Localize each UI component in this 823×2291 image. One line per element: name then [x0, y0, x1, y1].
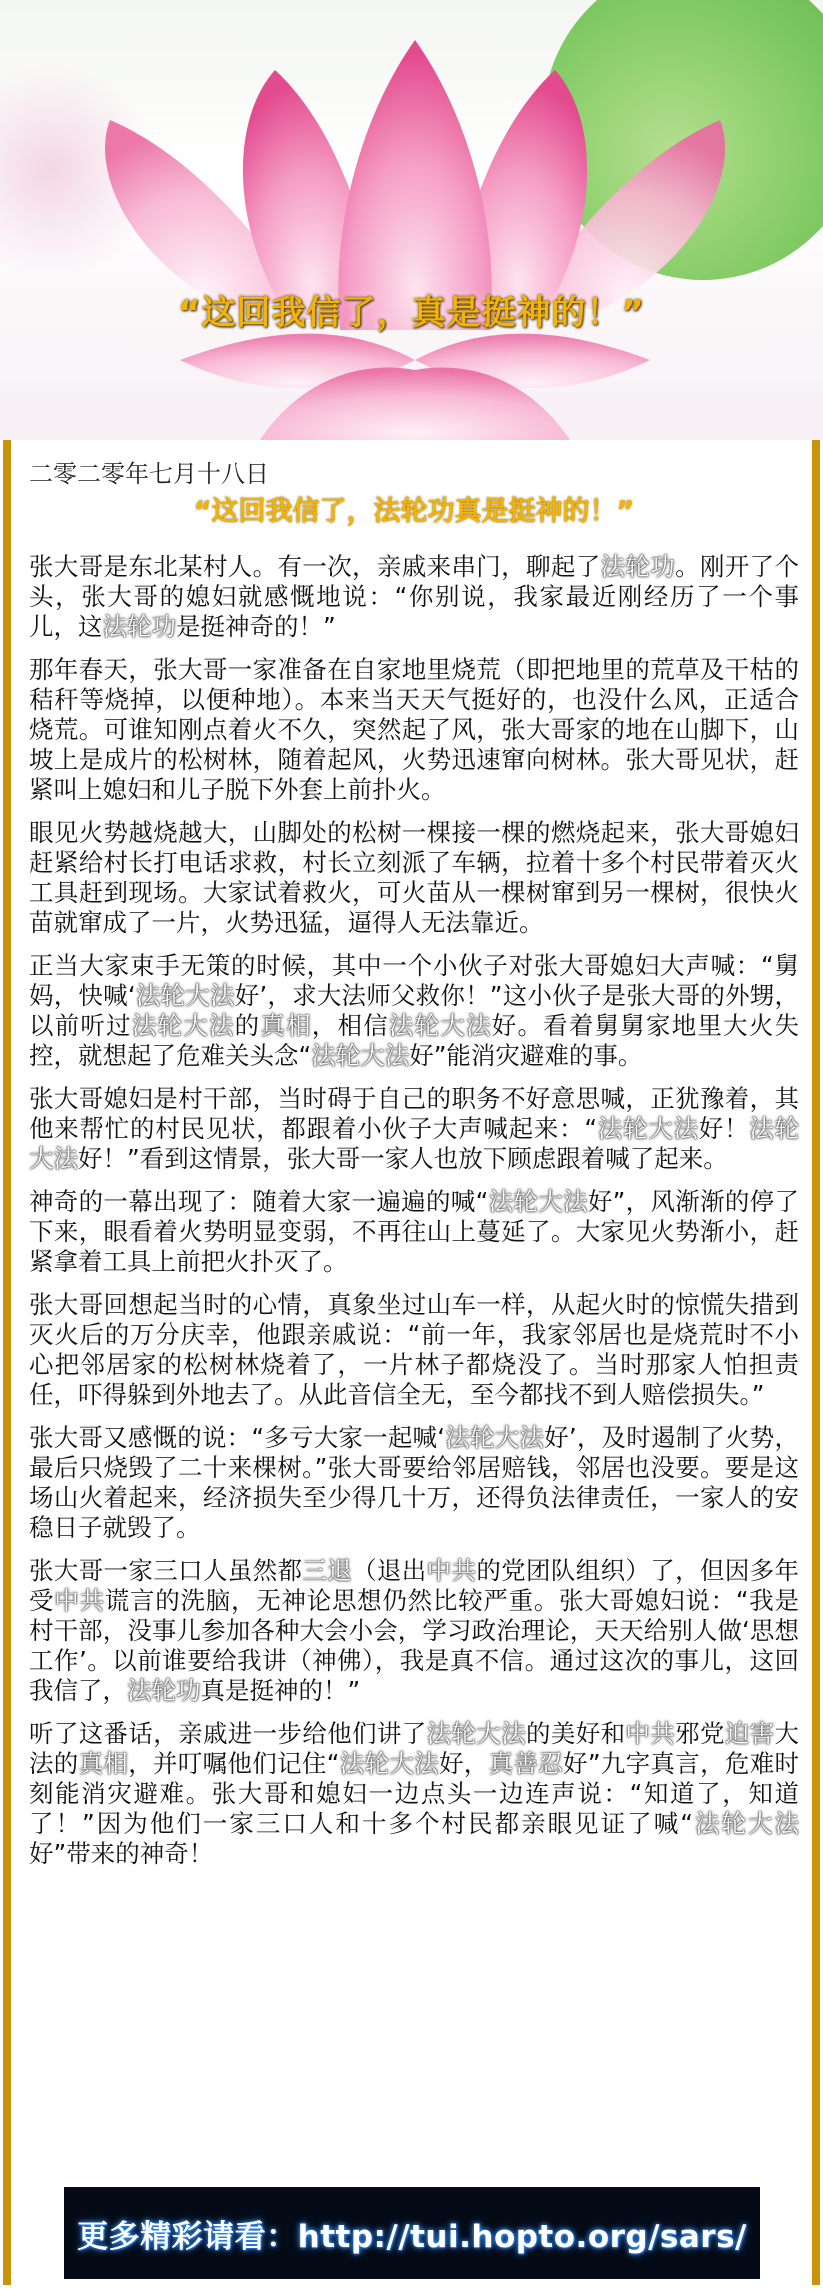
footer-link[interactable]: 更多精彩请看：http://tui.hopto.org/sars/ — [77, 2218, 747, 2255]
paragraph-text: 好”带来的神奇！ — [29, 1839, 214, 1868]
article-paragraph — [29, 1084, 799, 1174]
keyword-link[interactable]: 法轮大法 — [488, 1187, 588, 1216]
paragraph-text: 好”，风渐渐的停了下来，眼看着火势明显变弱，不再往山上蔓延了。大家见火势渐小，赶紧拿着工具上前把火扑灭了。 — [29, 1187, 799, 1276]
paragraph-text: 张大哥又感慨的说：“多亏大家一起喊‘ — [29, 1423, 446, 1452]
keyword-link[interactable]: 中共 — [426, 1556, 477, 1585]
keyword-link[interactable]: 中共 — [625, 1719, 676, 1748]
paragraph-text: 好！”看到这情景，张大哥一家人也放下顾虑跟着喊了起来。 — [78, 1144, 728, 1173]
keyword-link[interactable]: 迫害 — [724, 1719, 775, 1748]
paragraph-text: 张大哥是东北某村人。有一次，亲戚来串门，聊起了 — [29, 552, 601, 581]
paragraph-text: 那年春天，张大哥一家准备在自家地里烧荒（即把地里的荒草及干枯的秸秆等烧掉，以便种地）。本来当天天气挺好的，也没什么风，正适合烧荒。可谁知刚点着火不久，突然起了风，张大哥家的地在山脚下，山坡上是成片的松树林，随着起风，火势迅速窜向树林。张大哥见状，赶紧叫上媳妇和儿子脱下外套上前扑火。 — [29, 655, 799, 804]
lotus-banner — [0, 0, 823, 440]
keyword-link[interactable]: 法轮大法 — [597, 1114, 699, 1143]
paragraph-text: 好’，求大法师父救你！”这小伙子是张大哥的外甥，以前听过 — [29, 981, 800, 1040]
keyword-link[interactable]: 中共 — [54, 1586, 105, 1615]
paragraph-text: 好”能消灾避难的事。 — [409, 1041, 643, 1070]
paragraph-text: 是挺神奇的！” — [176, 612, 336, 641]
paragraph-text: （退出 — [352, 1556, 427, 1585]
paragraph-text: 好’，及时遏制了火势，最后只烧毁了二十来棵树。”张大哥要给邻居赔钱，邻居也没要。要是这场山火着起来，经济损失至少得几十万，还得负法律责任，一家人的安稳日子就毁了。 — [29, 1423, 800, 1542]
article-paragraph — [29, 1290, 799, 1410]
keyword-link[interactable]: 法轮大法 — [388, 1011, 492, 1040]
keyword-link[interactable]: 法轮大法 — [445, 1423, 545, 1452]
keyword-link[interactable]: 法轮大法 — [135, 981, 235, 1010]
paragraph-text: 。刚开了个头，张大哥的媳妇就感慨地说：“你别说，我家最近刚经历了一个事儿，这 — [29, 552, 800, 641]
keyword-link[interactable]: 法轮功 — [600, 552, 676, 581]
lotus-flower-illustration — [0, 0, 823, 440]
content-frame — [3, 440, 820, 2285]
paragraph-text: 张大哥回想起当时的心情，真象坐过山车一样，从起火时的惊慌失措到灭火后的万分庆幸，他跟亲戚说：“前一年，我家邻居也是烧荒时不小心把邻居家的松树林烧着了，一片林子都烧没了。当时那家人怕担责任，吓得躲到外地去了。从此音信全无，至今都找不到人赔偿损失。” — [29, 1290, 799, 1409]
paragraph-text: 神奇的一幕出现了：随着大家一遍遍的喊“ — [29, 1187, 489, 1216]
article-content — [29, 458, 799, 1882]
article-paragraph — [29, 818, 799, 938]
keyword-link[interactable]: 真善忍 — [488, 1749, 564, 1778]
keyword-link[interactable]: 法轮大法 — [339, 1749, 439, 1778]
keyword-link[interactable]: 法轮大法 — [426, 1719, 527, 1748]
article-subtitle: “这回我信了，法轮功真是挺神的！” — [193, 496, 635, 527]
article-paragraph — [29, 552, 799, 642]
paragraph-text: 眼见火势越烧越大，山脚处的松树一棵接一棵的燃烧起来，张大哥媳妇赶紧给村长打电话求救，村长立刻派了车辆，拉着十多个村民带着灭火工具赶到现场。大家试着救火，可火苗从一棵树窜到另一棵树，很快火苗就窜成了一片，火势迅猛，逼得人无法靠近。 — [29, 818, 799, 937]
paragraph-text: 的党团队组织）了，但因多年受 — [29, 1556, 800, 1615]
paragraph-text: 好， — [438, 1749, 489, 1778]
article-paragraph — [29, 1719, 799, 1869]
keyword-link[interactable]: 法轮大法 — [29, 1114, 800, 1173]
paragraph-text: 好。看着舅舅家地里大火失控，就想起了危难关头念“ — [29, 1011, 800, 1070]
article-paragraph — [29, 1187, 799, 1277]
article-paragraph — [29, 951, 799, 1071]
paragraph-text: 张大哥一家三口人虽然都 — [29, 1556, 303, 1585]
article-body — [29, 552, 799, 1869]
footer-link-bar[interactable] — [64, 2187, 760, 2279]
paragraph-text: 正当大家束手无策的时候，其中一个小伙子对张大哥媳妇大声喊：“舅妈，快喊‘ — [29, 951, 799, 1010]
paragraph-text: 的 — [234, 1011, 261, 1040]
paragraph-text: 张大哥媳妇是村干部，当时碍于自己的职务不好意思喊，正犹豫着，其他来帮忙的村民见状，都跟着小伙子大声喊起来：“ — [29, 1084, 799, 1143]
paragraph-text: 谎言的洗脑，无神论思想仍然比较严重。张大哥媳妇说：“我是村干部，没事儿参加各种大会小会，学习政治理论，天天给别人做‘思想工作’。以前谁要给我讲（神佛），我是真不信。通过这次的事儿，这回我信了， — [29, 1586, 800, 1705]
keyword-link[interactable]: 法轮大法 — [692, 1809, 800, 1838]
article-paragraph — [29, 1423, 799, 1543]
article-paragraph — [29, 1556, 799, 1706]
paragraph-text: 好！ — [698, 1114, 750, 1143]
article-date: 二零二零年七月十八日 — [29, 460, 269, 488]
keyword-link[interactable]: 真相 — [78, 1749, 129, 1778]
paragraph-text: 好”九字真言，危难时刻能消灾避难。张大哥和媳妇一边点头一边连声说：“知道了，知道了！”因为他们一家三口人和十多个村民都亲眼见证了喊“ — [29, 1749, 800, 1838]
paragraph-text: 大法的 — [29, 1719, 800, 1778]
paragraph-text: ，并叮嘱他们记住“ — [128, 1749, 340, 1778]
paragraph-text: 邪党 — [675, 1719, 725, 1748]
paragraph-text: 听了这番话，亲戚进一步给他们讲了 — [29, 1719, 427, 1748]
keyword-link[interactable]: 法轮功 — [127, 1676, 201, 1705]
paragraph-text: 的美好和 — [526, 1719, 626, 1748]
article-paragraph — [29, 655, 799, 805]
keyword-link[interactable]: 三退 — [302, 1556, 353, 1585]
keyword-link[interactable]: 法轮大法 — [131, 1011, 235, 1040]
paragraph-text: 真是挺神的！” — [200, 1676, 361, 1705]
banner-headline: “这回我信了，真是挺神的！” — [178, 293, 645, 333]
keyword-link[interactable]: 真相 — [260, 1011, 312, 1040]
paragraph-text: ，相信 — [311, 1011, 389, 1040]
keyword-link[interactable]: 法轮功 — [102, 612, 176, 641]
keyword-link[interactable]: 法轮大法 — [311, 1041, 410, 1070]
